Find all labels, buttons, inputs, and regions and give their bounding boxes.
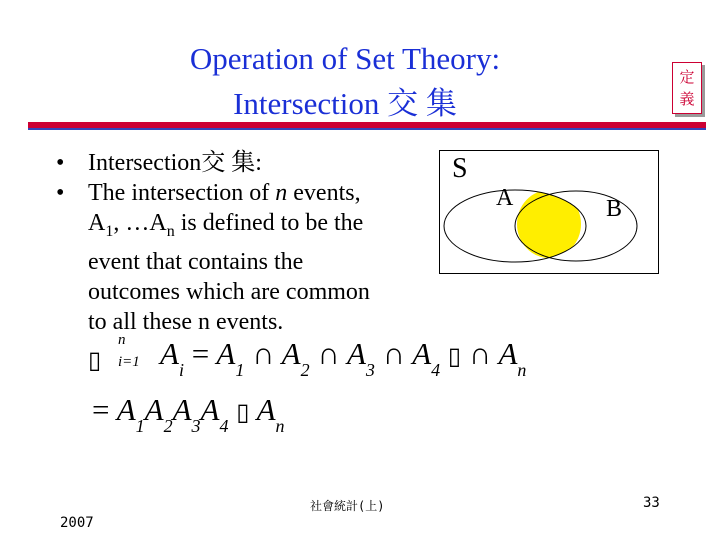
eq2-sub-3: 3 — [191, 416, 201, 436]
equation-line-2 — [92, 392, 285, 436]
bullet-2-line5: to all these n events. — [88, 308, 284, 335]
missing-glyph-1: ▯ — [88, 346, 102, 374]
eq1-a3: A — [346, 336, 366, 371]
bullet-2-line2-tail: is defined to be the — [174, 210, 364, 236]
bullet-2-lead: The intersection of — [88, 180, 276, 206]
equation-line-1 — [88, 340, 101, 376]
bullet-list — [56, 148, 428, 337]
eq2-a2: A — [144, 392, 164, 427]
missing-glyph-2: ▯ — [447, 342, 462, 370]
bullet-dot: • — [56, 180, 65, 206]
eq1-sub-1: 1 — [235, 360, 245, 380]
slide-title — [0, 36, 690, 126]
eq1-a4: A — [412, 336, 432, 371]
bullet-2-n: n — [275, 180, 288, 206]
eq1-sub-4: 4 — [431, 360, 441, 380]
venn-diagram — [439, 150, 659, 274]
bullet-item-1 — [56, 148, 428, 178]
bullet-2-mid: , …A — [113, 210, 167, 236]
label-b: B — [606, 196, 623, 222]
eq2-an: A — [256, 392, 276, 427]
definition-badge — [672, 62, 702, 114]
eq2-sub-1: 1 — [135, 416, 145, 436]
bullet-2-tail: events, — [287, 180, 361, 206]
limit-lower: i=1 — [118, 354, 140, 370]
slide-number: 33 — [643, 495, 660, 511]
eq1-sub-3: 3 — [365, 360, 375, 380]
eq1-cap-2: ∩ — [317, 336, 340, 371]
limit-upper: n — [118, 332, 126, 348]
eq2-equals: = — [92, 392, 110, 427]
bullet-2-sub1: 1 — [105, 222, 114, 240]
eq2-a4: A — [200, 392, 220, 427]
title-line-2: Intersection 交 集 — [233, 86, 457, 121]
footer-year: 2007 — [60, 515, 94, 531]
eq2-a1: A — [116, 392, 136, 427]
bullet-item-2 — [56, 178, 428, 337]
eq1-cap-n: ∩ — [468, 336, 492, 371]
title-line-1: Operation of Set Theory: — [189, 41, 501, 76]
venn-svg — [440, 151, 660, 275]
eq1-sub-n: n — [517, 360, 527, 380]
eq1-sub-2: 2 — [300, 360, 310, 380]
title-divider-blue — [28, 128, 706, 130]
eq1-cap-3: ∩ — [382, 336, 406, 371]
big-cap-limits — [118, 332, 140, 370]
bullet-2-subn: n — [166, 222, 175, 240]
eq1-a2: A — [281, 336, 301, 371]
eq1-a1: A — [216, 336, 236, 371]
missing-glyph-3: ▯ — [236, 398, 250, 426]
bullet-2-line3: event that contains the — [88, 248, 304, 275]
eq2-sub-n: n — [275, 416, 285, 436]
eq1-an: A — [498, 336, 518, 371]
eq2-sub-2: 2 — [163, 416, 173, 436]
eq1-cap-1: ∩ — [252, 336, 275, 371]
bullet-2-a: A — [88, 210, 106, 236]
bullet-dot: • — [56, 150, 65, 176]
bullet-2-line4: outcomes which are common — [88, 278, 370, 305]
eq2-a3: A — [172, 392, 192, 427]
eq1-a: A — [160, 336, 179, 371]
eq1-equals: = — [191, 336, 210, 371]
label-s: S — [452, 153, 468, 184]
label-a: A — [496, 185, 514, 211]
badge-char-1: 定 — [679, 68, 695, 86]
bullet-text-1: Intersection交 集: — [88, 150, 262, 176]
eq1-sub-i: i — [178, 360, 184, 380]
badge-char-2: 義 — [679, 90, 695, 108]
eq2-sub-4: 4 — [219, 416, 229, 436]
footer-course-title: 社會統計(上) — [310, 499, 385, 513]
equation-line-1-body — [160, 336, 527, 380]
